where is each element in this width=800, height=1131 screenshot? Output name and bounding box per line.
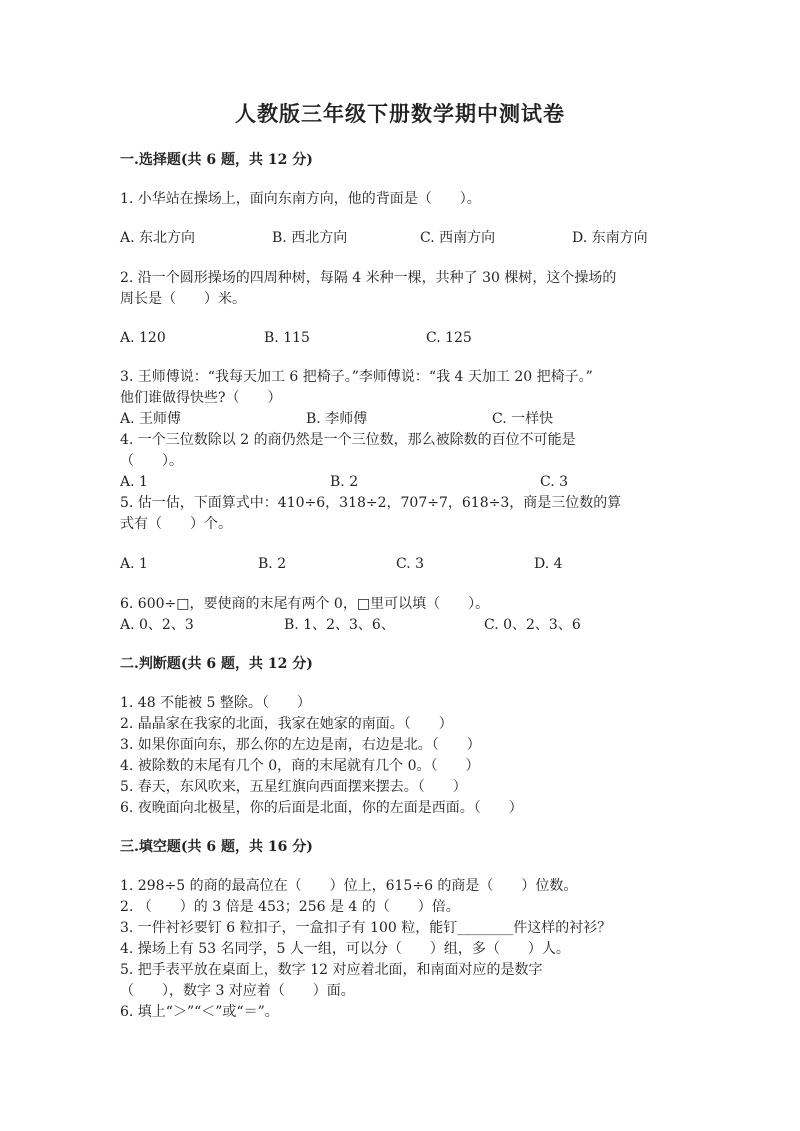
fill-item-6: 6. 填上“＞”“＜”或“＝”。 <box>120 1004 279 1020</box>
question-1-option-c: C. 西南方向 <box>420 230 496 246</box>
question-2-option-b: B. 115 <box>264 330 310 346</box>
judgement-item-2: 2. 晶晶家在我家的北面，我家在她家的南面。（ ） <box>120 716 453 732</box>
page-title: 人教版三年级下册数学期中测试卷 <box>235 101 565 126</box>
question-4-option-b: B. 2 <box>330 474 359 490</box>
question-6-option-a: A. 0、2、3 <box>120 617 194 633</box>
question-4-option-a: A. 1 <box>120 474 148 490</box>
question-4-stem-line2: （ ）。 <box>120 453 183 469</box>
question-5-option-a: A. 1 <box>120 556 148 572</box>
fill-item-3: 3. 一件衬衫要钉 6 粒扣子，一盒扣子有 100 粒，能钉________件这样的衬衫？ <box>120 920 612 936</box>
question-6-option-c: C. 0、2、3、6 <box>484 617 581 633</box>
question-4-stem-line1: 4. 一个三位数除以 2 的商仍然是一个三位数，那么被除数的百位不可能是 <box>120 432 576 448</box>
question-5-option-b: B. 2 <box>258 556 287 572</box>
question-3-stem-line2: 他们谁做得快些?（ ） <box>120 390 282 406</box>
question-6-option-b: B. 1、2、3、6、 <box>284 617 395 633</box>
judgement-item-4: 4. 被除数的末尾有几个 0，商的末尾就有几个 0。（ ） <box>120 758 480 774</box>
question-5-option-c: C. 3 <box>396 556 425 572</box>
judgement-item-1: 1. 48 不能被 5 整除。（ ） <box>120 695 311 711</box>
question-5-stem-line1: 5. 估一估，下面算式中：410÷6，318÷2，707÷7，618÷3，商是三位数的算 <box>120 495 622 511</box>
judgement-item-3: 3. 如果你面向东，那么你的左边是南，右边是北。（ ） <box>120 737 481 753</box>
fill-item-4: 4. 操场上有 53 名同学，5 人一组，可以分（ ）组，多（ ）人。 <box>120 941 570 957</box>
question-4-option-c: C. 3 <box>540 474 569 490</box>
fill-item-2: 2. （ ）的 3 倍是 453；256 是 4 的（ ）倍。 <box>120 899 460 915</box>
section-heading-fill-blank: 三.填空题(共 6 题，共 16 分) <box>120 839 313 855</box>
question-1-option-a: A. 东北方向 <box>120 230 196 246</box>
question-5-option-d: D. 4 <box>534 556 563 572</box>
question-3-option-a: A. 王师傅 <box>120 411 182 427</box>
question-1-stem: 1. 小华站在操场上，面向东南方向，他的背面是（ ）。 <box>120 191 481 207</box>
question-6-stem: 6. 600÷□，要使商的末尾有两个 0，□里可以填（ ）。 <box>120 596 490 612</box>
judgement-item-6: 6. 夜晚面向北极星，你的后面是北面，你的左面是西面。（ ） <box>120 800 523 816</box>
section-heading-judgement: 二.判断题(共 6 题，共 12 分) <box>120 656 313 672</box>
question-2-stem-line1: 2. 沿一个圆形操场的四周种树，每隔 4 米种一棵，共种了 30 棵树，这个操场的 <box>120 270 617 286</box>
question-3-option-b: B. 李师傅 <box>306 411 368 427</box>
fill-item-1: 1. 298÷5 的商的最高位在（ ）位上，615÷6 的商是（ ）位数。 <box>120 878 578 894</box>
question-3-option-c: C. 一样快 <box>492 411 554 427</box>
question-2-stem-line2: 周长是（ ）米。 <box>120 291 246 307</box>
question-1-option-b: B. 西北方向 <box>272 230 348 246</box>
question-2-option-a: A. 120 <box>120 330 166 346</box>
judgement-item-5: 5. 春天，东风吹来，五星红旗向西面摆来摆去。（ ） <box>120 779 467 795</box>
question-5-stem-line2: 式有（ ）个。 <box>120 516 232 532</box>
section-heading-choice: 一.选择题(共 6 题，共 12 分) <box>120 152 313 168</box>
fill-item-5-line1: 5. 把手表平放在桌面上，数字 12 对应着北面，和南面对应的是数字 <box>120 962 543 978</box>
question-1-option-d: D. 东南方向 <box>572 230 648 246</box>
fill-item-5-line2: （ ），数字 3 对应着（ ）面。 <box>120 983 355 999</box>
question-2-option-c: C. 125 <box>426 330 472 346</box>
question-3-stem-line1: 3. 王师傅说：“我每天加工 6 把椅子。”李师傅说：“我 4 天加工 20 把椅子。” <box>120 369 593 385</box>
